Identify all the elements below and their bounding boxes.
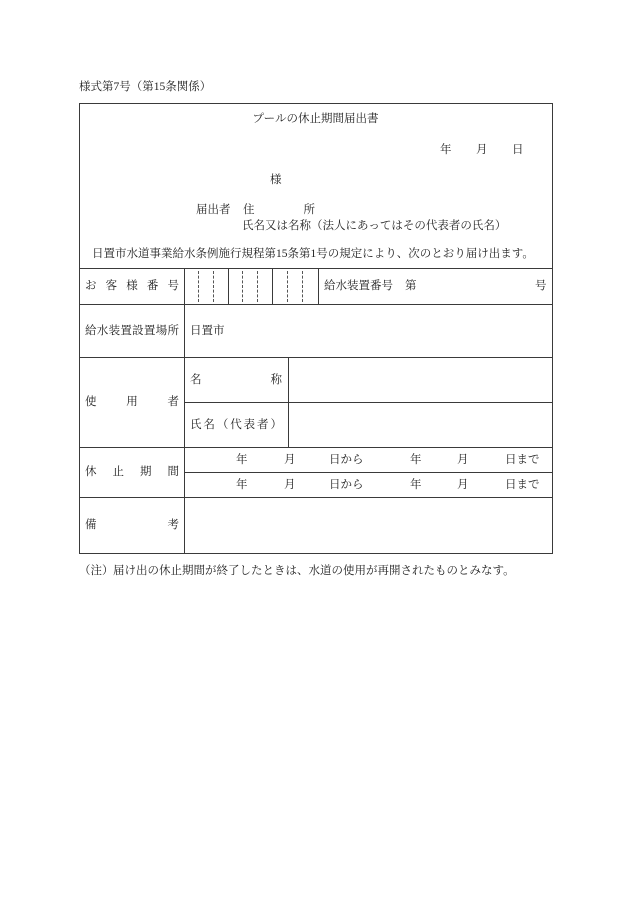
suspension-period-label	[85, 465, 179, 479]
period-start-day: 日から	[329, 479, 364, 491]
applicant-address-label	[243, 203, 315, 217]
remarks-label	[85, 518, 179, 532]
label-char: 設	[132, 325, 144, 337]
label-char: 様	[126, 280, 138, 292]
period-end-year: 年	[410, 479, 422, 491]
user-subrow-divider	[184, 402, 552, 403]
date-day-label: 日	[512, 144, 524, 156]
label-char: 氏	[190, 419, 202, 431]
digit-box-divider	[257, 271, 258, 302]
row-divider	[79, 357, 552, 358]
label-char: 間	[167, 466, 179, 478]
period-end-year: 年	[410, 454, 422, 466]
date-month-label: 月	[476, 144, 488, 156]
install-location-value: 日置市	[190, 325, 225, 337]
label-char: 用	[126, 396, 138, 408]
label-char: 期	[140, 466, 152, 478]
period-subrow-divider	[184, 472, 552, 473]
label-char: 代	[230, 419, 242, 431]
date-year-label: 年	[440, 144, 452, 156]
form-number: 様式第7号（第15条関係）	[79, 81, 212, 93]
supply-device-number-suffix: 号	[535, 280, 547, 292]
period-start-month: 月	[284, 454, 296, 466]
form-title: プールの休止期間届出書	[252, 113, 379, 125]
label-char: 場	[155, 325, 168, 337]
supply-device-number-label: 給水装置番号	[324, 280, 393, 292]
digit-box-divider	[198, 271, 199, 302]
row-divider	[79, 447, 552, 448]
label-char: 号	[167, 280, 179, 292]
period-end-month: 月	[457, 479, 469, 491]
install-location-label	[85, 324, 179, 338]
user-representative-label	[190, 418, 282, 432]
digit-group-divider	[272, 268, 273, 304]
label-char: 考	[167, 519, 179, 531]
digit-group-divider	[318, 268, 319, 304]
label-column-divider	[184, 268, 185, 553]
label-char: 名	[203, 419, 215, 431]
label-char: 称	[270, 374, 282, 386]
digit-box-divider	[302, 271, 303, 302]
label-char: 番	[146, 280, 159, 292]
period-end-day: 日まで	[505, 479, 540, 491]
digit-group-divider	[228, 268, 229, 304]
addressee-suffix: 様	[270, 174, 282, 186]
customer-number-label	[85, 279, 179, 293]
label-char: 使	[85, 396, 97, 408]
row-divider	[79, 304, 552, 305]
label-char: 給	[85, 325, 97, 337]
period-start-year: 年	[236, 479, 248, 491]
period-start-year: 年	[236, 454, 248, 466]
label-char: 名	[190, 374, 202, 386]
label-char: 所	[303, 204, 315, 216]
label-char: 所	[167, 325, 179, 337]
label-char: 住	[243, 204, 255, 216]
supply-device-number-prefix: 第	[405, 280, 417, 292]
label-char: 置	[120, 325, 132, 337]
digit-box-divider	[287, 271, 288, 302]
label-char: 客	[105, 280, 118, 292]
label-char: （	[216, 419, 229, 431]
period-end-day: 日まで	[505, 454, 540, 466]
label-char: 表	[243, 419, 256, 431]
user-label	[85, 395, 179, 409]
label-char: 水	[96, 325, 109, 337]
user-sublabel-divider	[288, 357, 289, 447]
label-char: 者	[257, 419, 269, 431]
period-start-month: 月	[284, 479, 296, 491]
row-divider	[79, 268, 552, 269]
label-char: お	[85, 280, 97, 292]
label-char: ）	[270, 419, 282, 431]
digit-box-divider	[242, 271, 243, 302]
period-start-day: 日から	[329, 454, 364, 466]
label-char: 止	[112, 466, 124, 478]
row-divider	[79, 497, 552, 498]
label-char: 置	[143, 325, 156, 337]
label-char: 休	[85, 466, 97, 478]
label-char: 者	[167, 396, 179, 408]
note-text: 届け出の休止期間が終了したときは、水道の使用が再開されたものとみなす。	[113, 565, 515, 577]
applicant-name-label: 氏名又は名称（法人にあってはその代表者の氏名）	[242, 220, 507, 232]
label-char: 装	[108, 325, 121, 337]
statement-text: 日置市水道事業給水条例施行規程第15条第1号の規定により、次のとおり届け出ます。	[92, 248, 534, 260]
label-char: 備	[85, 519, 97, 531]
digit-box-divider	[213, 271, 214, 302]
user-name-label	[190, 373, 282, 387]
applicant-label: 届出者	[196, 204, 231, 216]
period-end-month: 月	[457, 454, 469, 466]
note-label: （注）	[79, 565, 114, 577]
